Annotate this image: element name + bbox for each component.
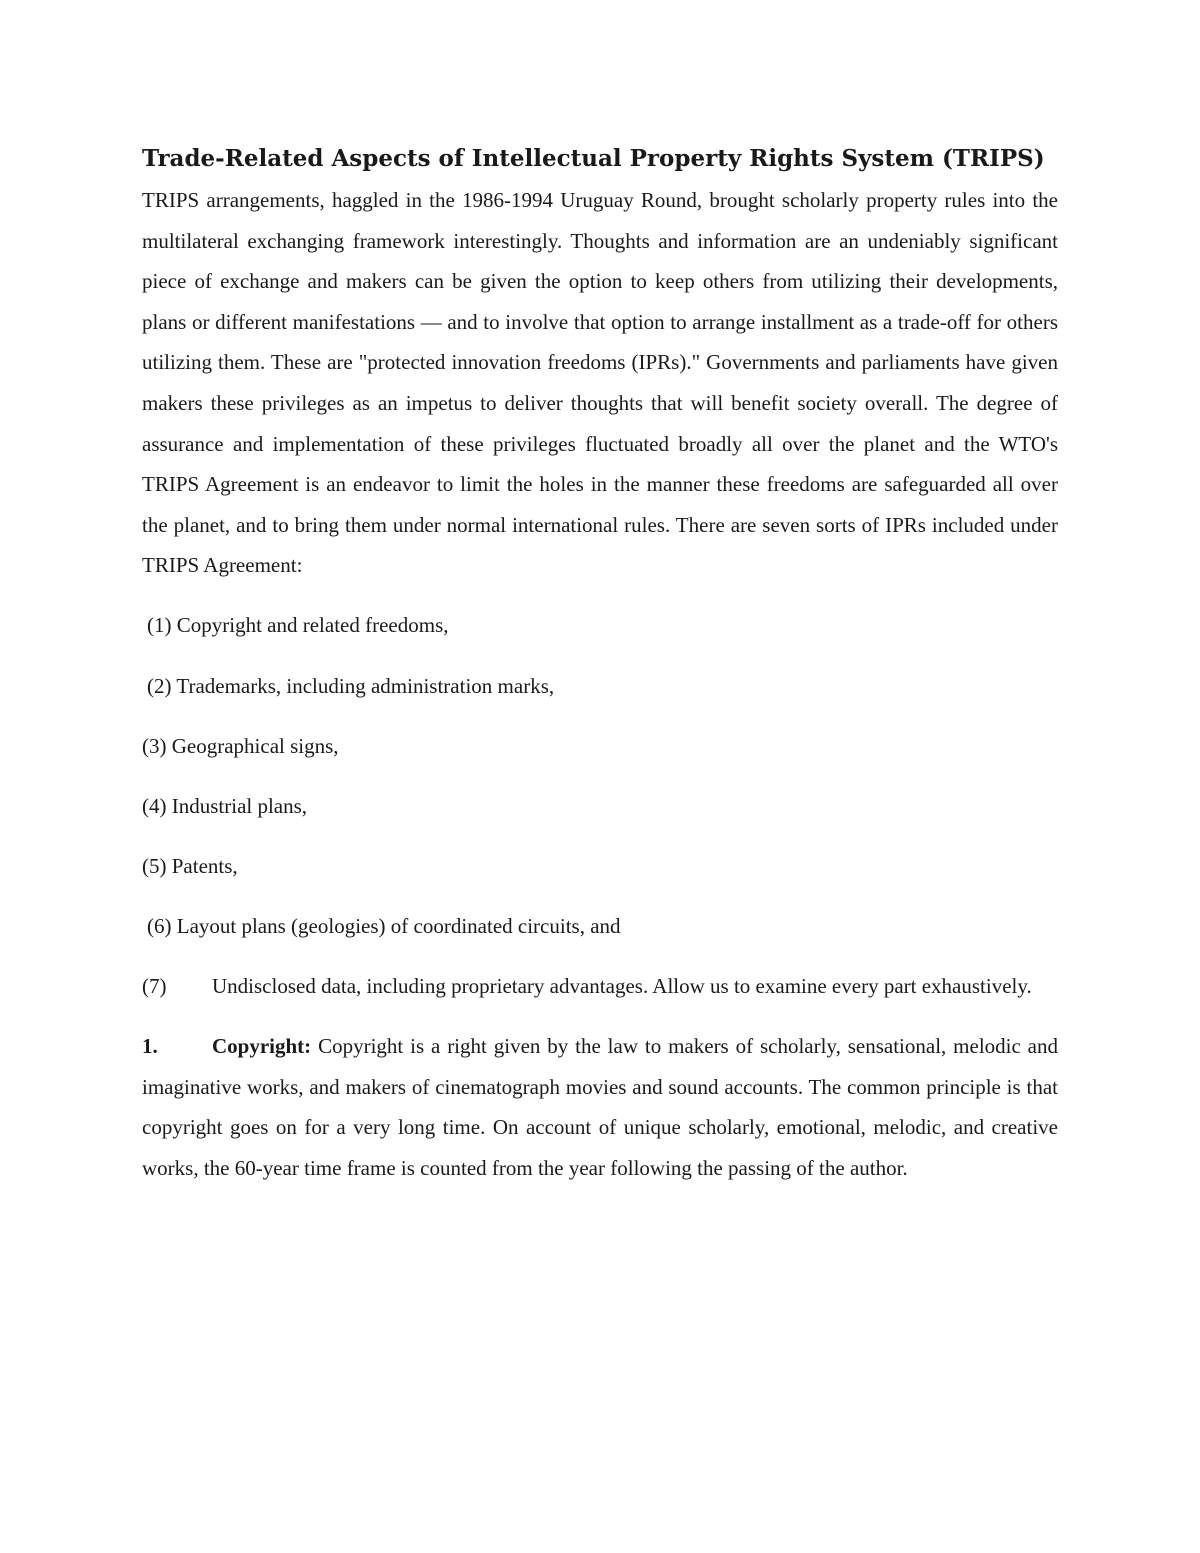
- list-item-6: (6) Layout plans (geologies) of coordinated circuits, and: [147, 913, 621, 938]
- section-text: Copyright is a right given by the law to makers of scholarly, sensational, melodic and imaginative works, and makers of cinematograph movies and sound accounts. The common principle is that copyright goes on for a very long time. On account of unique scholarly, emotional, melodic, and creative works, the 60-year time frame is counted from the year following the passing of the author.: [142, 1034, 1059, 1180]
- list-item-7-number: (7): [142, 974, 167, 998]
- list-item-2: (2) Trademarks, including administration marks,: [147, 673, 555, 698]
- list-item-5: (5) Patents,: [142, 853, 238, 878]
- intro-paragraph: TRIPS arrangements, haggled in the 1986-1994 Uruguay Round, brought scholarly property rules into the multilateral exchanging framework interestingly. Thoughts and information are an undeniably significant piece of exchange and makers can be given the option to keep others from utilizing their developments, plans or different manifestations — and to involve that option to arrange installment as a trade-off for others utilizing them. These are "protected innovation freedoms (IPRs)." Governments and parliaments have given makers these privileges as an impetus to deliver thoughts that will benefit society overall. The degree of assurance and implementation of these privileges fluctuated broadly all over the planet and the WTO's TRIPS Agreement is an endeavor to limit the holes in the manner these freedoms are safeguarded all over the planet, and to bring them under normal international rules. There are seven sorts of IPRs included under TRIPS Agreement:: [142, 188, 1058, 578]
- section-copyright: [142, 1026, 1058, 1188]
- list-item-7-text: Undisclosed data, including proprietary advantages. Allow us to examine every part exhaustively.: [212, 974, 1032, 998]
- section-term: Copyright:: [212, 1034, 312, 1059]
- list-item-3: (3) Geographical signs,: [142, 733, 339, 758]
- document-page: [142, 138, 1058, 1188]
- section-number: 1.: [142, 1034, 158, 1059]
- list-item-4: (4) Industrial plans,: [142, 793, 308, 818]
- list-item-1: (1) Copyright and related freedoms,: [147, 613, 449, 638]
- list-item-7: [142, 966, 1058, 1007]
- document-title: Trade-Related Aspects of Intellectual Property Rights System (TRIPS): [142, 145, 1045, 172]
